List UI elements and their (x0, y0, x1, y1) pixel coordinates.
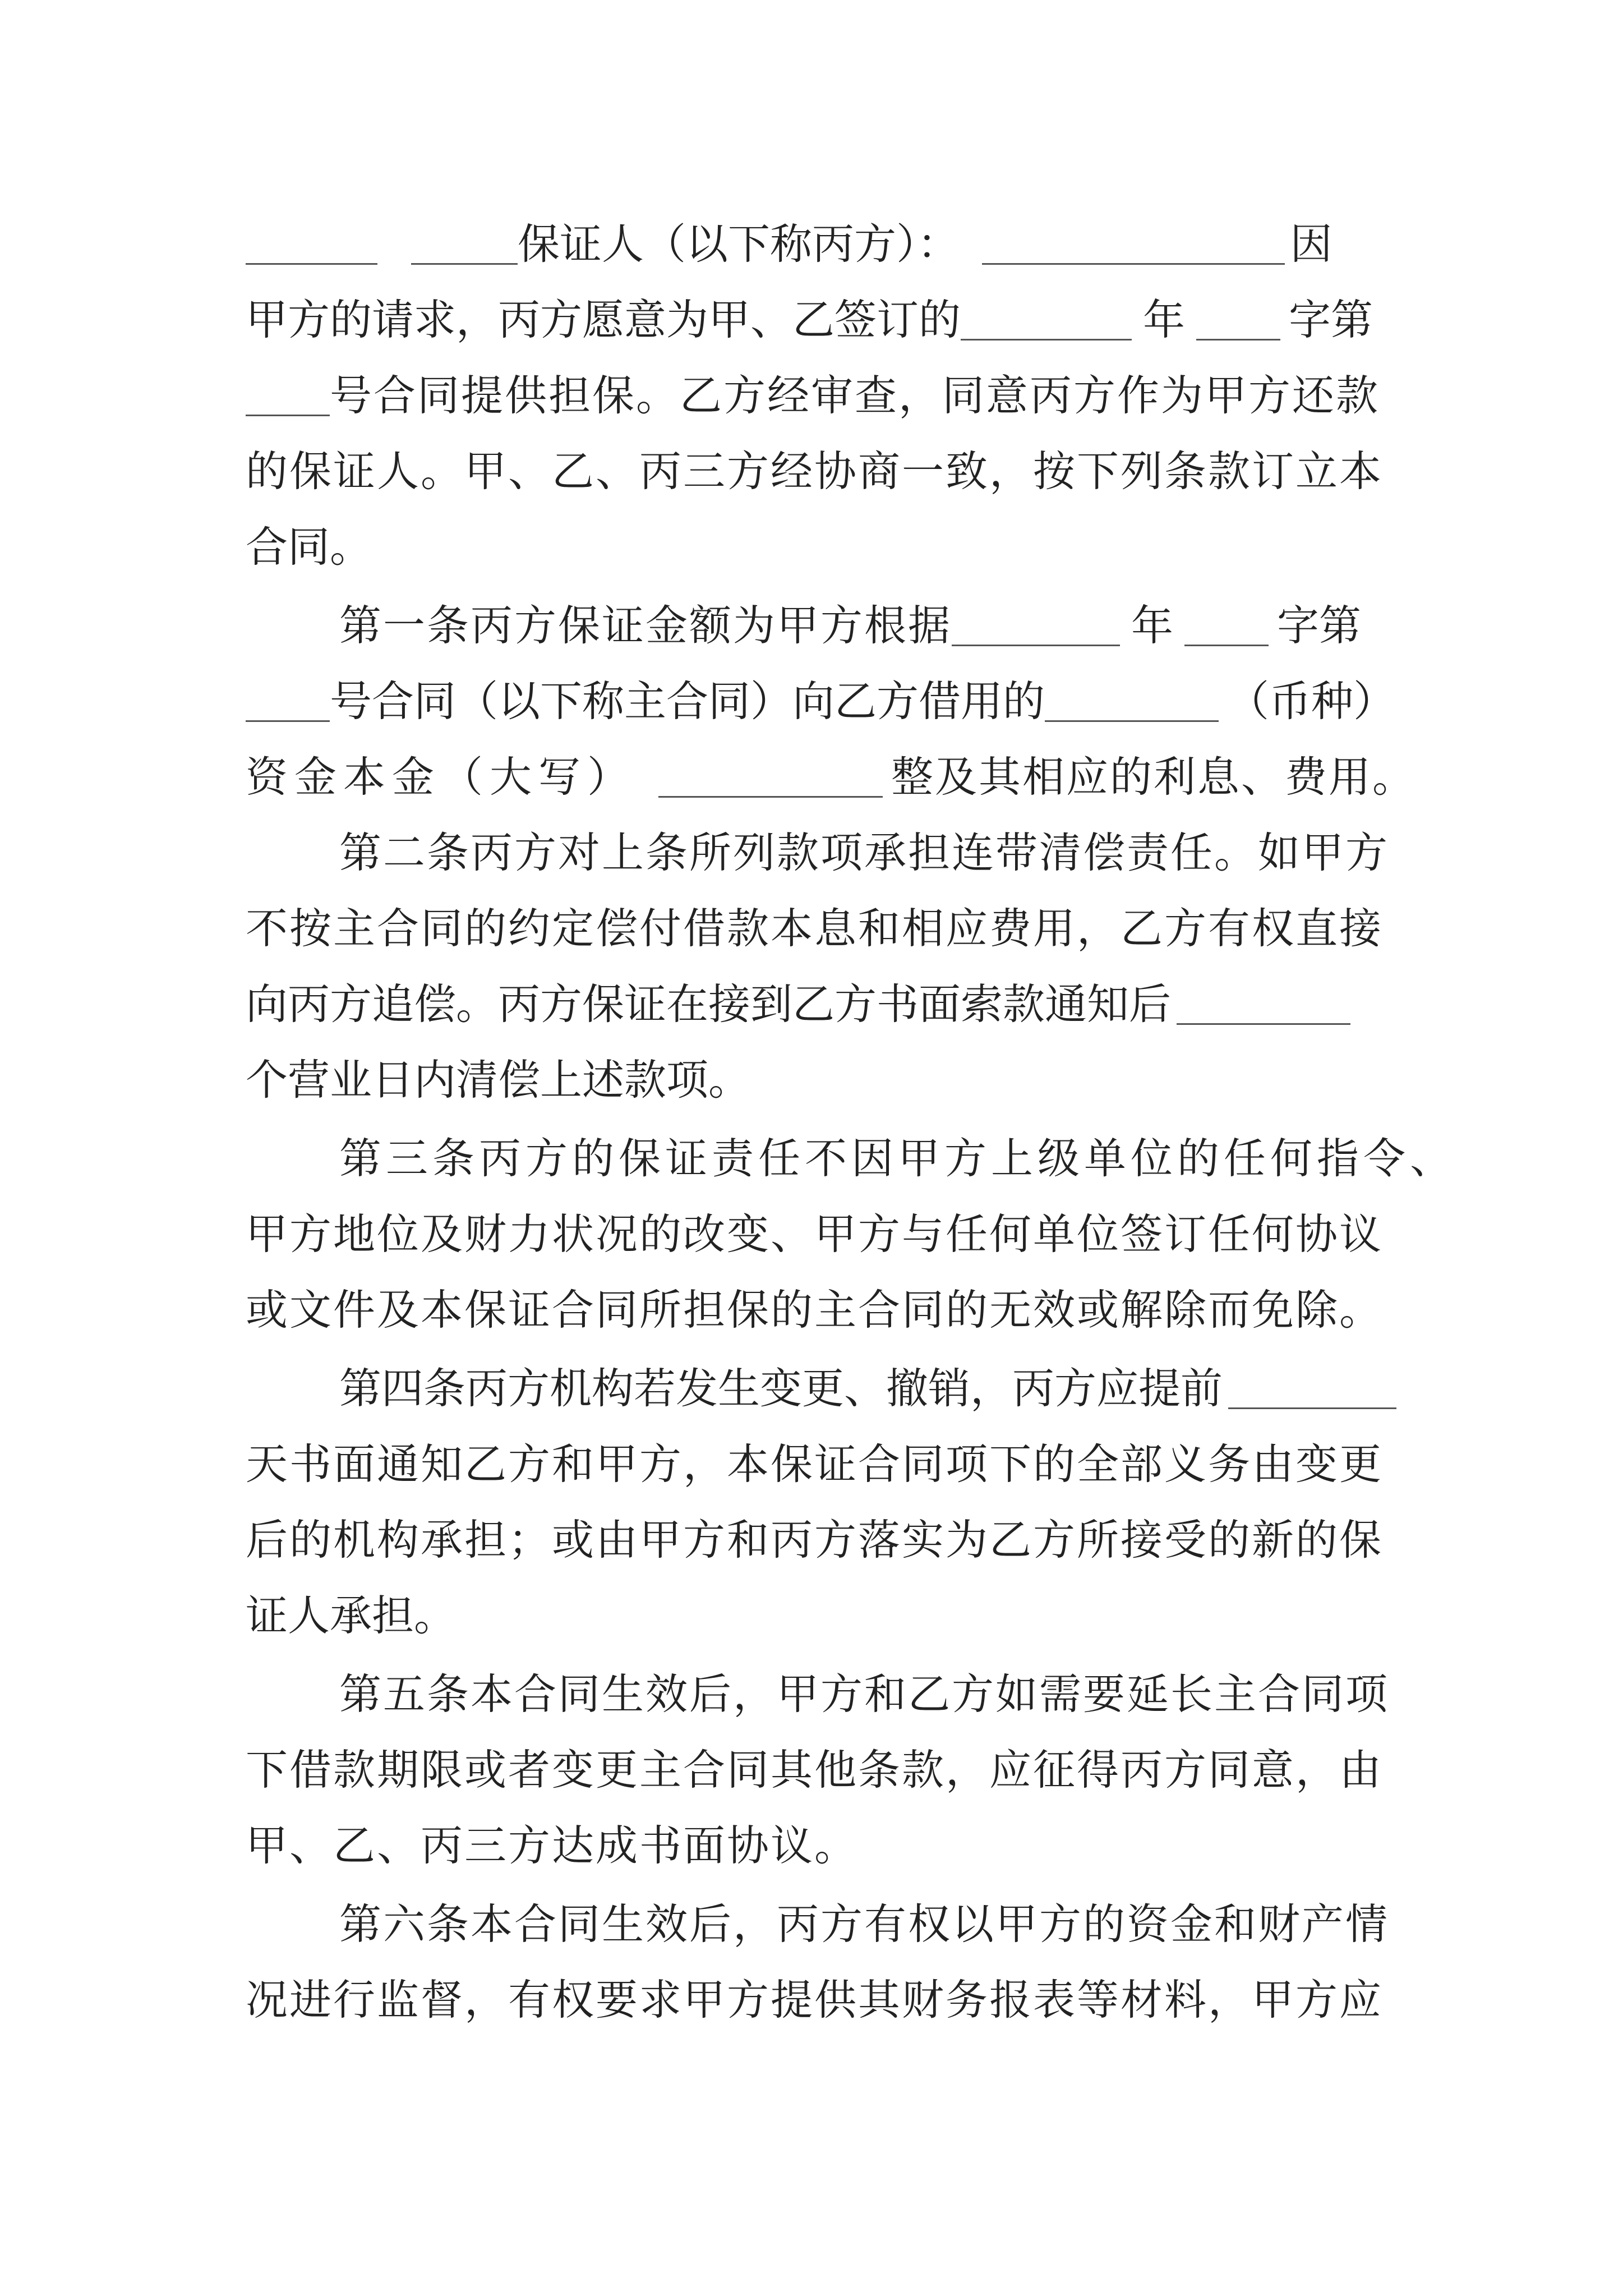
article-4-line-2 (246, 1433, 1384, 1495)
intro-text: 号合同提供担保。乙方经审查，同意丙方作为甲方还款 (330, 371, 1380, 420)
article-6-line-1 (339, 1893, 1390, 1955)
blank-field[interactable] (246, 375, 330, 416)
blank-field[interactable] (1196, 300, 1280, 341)
intro-text: 字第 (1289, 295, 1373, 344)
article-text: 第五条本合同生效后，甲方和乙方如需要延长主合同项 (339, 1669, 1390, 1719)
intro-text: 因 (1290, 219, 1332, 269)
article-2-line-4 (246, 1049, 1384, 1111)
article-text: 资金本金（大写） (246, 752, 637, 802)
article-text: 甲方地位及财力状况的改变、甲方与任何单位签订任何协议 (246, 1209, 1384, 1259)
article-4-line-3 (246, 1509, 1384, 1571)
article-6-line-2 (246, 1969, 1384, 2031)
article-text: 或文件及本保证合同所担保的主合同的无效或解除而免除。 (246, 1285, 1384, 1335)
intro-line-3 (246, 365, 1384, 426)
article-text: 字第 (1277, 601, 1362, 650)
intro-text: 甲方的请求，丙方愿意为甲、乙签订的 (246, 295, 961, 344)
article-text: 第四条丙方机构若发生变更、撤销，丙方应提前 (339, 1364, 1223, 1413)
article-1-line-3 (246, 746, 1417, 808)
blank-field[interactable] (1177, 984, 1350, 1025)
article-text: 后的机构承担；或由甲方和丙方落实为乙方所接受的新的保 (246, 1515, 1384, 1565)
article-text: 第二条丙方对上条所列款项承担连带清偿责任。如甲方 (339, 828, 1390, 877)
blank-field[interactable] (411, 224, 518, 265)
article-text: 整及其相应的利息、费用。 (891, 752, 1417, 802)
article-3-line-1 (339, 1128, 1457, 1189)
article-text: 甲、乙、丙三方达成书面协议。 (246, 1821, 859, 1870)
article-text: 号合同（以下称主合同）向乙方借用的 (330, 677, 1045, 726)
blank-field[interactable] (246, 681, 330, 722)
article-text: 证人承担。 (246, 1591, 457, 1640)
article-text: 年 (1131, 601, 1174, 650)
article-5-line-1 (339, 1663, 1390, 1725)
blank-field[interactable] (1228, 1368, 1396, 1409)
article-5-line-2 (246, 1739, 1384, 1801)
article-text: （币种） (1227, 677, 1396, 726)
article-2-line-2 (246, 898, 1384, 959)
article-4-line-4 (246, 1585, 1384, 1646)
article-text: 况进行监督，有权要求甲方提供其财务报表等材料，甲方应 (246, 1975, 1384, 2024)
article-text: 下借款期限或者变更主合同其他条款，应征得丙方同意，由 (246, 1745, 1384, 1795)
article-3-line-2 (246, 1203, 1384, 1265)
intro-line-2 (246, 289, 1384, 351)
intro-text: 合同。 (246, 522, 372, 572)
article-text: 第六条本合同生效后，丙方有权以甲方的资金和财产情 (339, 1899, 1390, 1949)
blank-field[interactable] (1184, 605, 1269, 646)
article-1-line-2 (246, 670, 1396, 732)
blank-field[interactable] (961, 300, 1132, 341)
blank-field[interactable] (1045, 681, 1219, 722)
article-text: 个营业日内清偿上述款项。 (246, 1055, 751, 1105)
blank-field[interactable] (952, 605, 1120, 646)
intro-line-4 (246, 440, 1384, 502)
article-text: 不按主合同的约定偿付借款本息和相应费用，乙方有权直接 (246, 904, 1384, 953)
article-1-line-1 (339, 595, 1384, 656)
intro-text: 保证人（以下称丙方）： (518, 219, 960, 269)
blank-field[interactable] (246, 224, 377, 265)
article-text: 第一条丙方保证金额为甲方根据 (339, 601, 952, 650)
article-2-line-3 (246, 973, 1384, 1035)
article-text: 向丙方追偿。丙方保证在接到乙方书面索款通知后 (246, 979, 1172, 1029)
intro-line-1 (246, 213, 1384, 275)
article-text: 第三条丙方的保证责任不因甲方上级单位的任何指令、 (339, 1134, 1457, 1183)
blank-field[interactable] (982, 224, 1285, 265)
article-text: 天书面通知乙方和甲方，本保证合同项下的全部义务由变更 (246, 1439, 1384, 1489)
article-4-line-1 (339, 1358, 1384, 1419)
article-2-line-1 (339, 822, 1390, 884)
intro-line-5 (246, 516, 1384, 578)
article-5-line-3 (246, 1815, 1384, 1876)
intro-text: 的保证人。甲、乙、丙三方经协商一致，按下列条款订立本 (246, 447, 1384, 496)
blank-field[interactable] (658, 757, 883, 798)
article-3-line-3 (246, 1279, 1401, 1341)
intro-text: 年 (1143, 295, 1186, 344)
